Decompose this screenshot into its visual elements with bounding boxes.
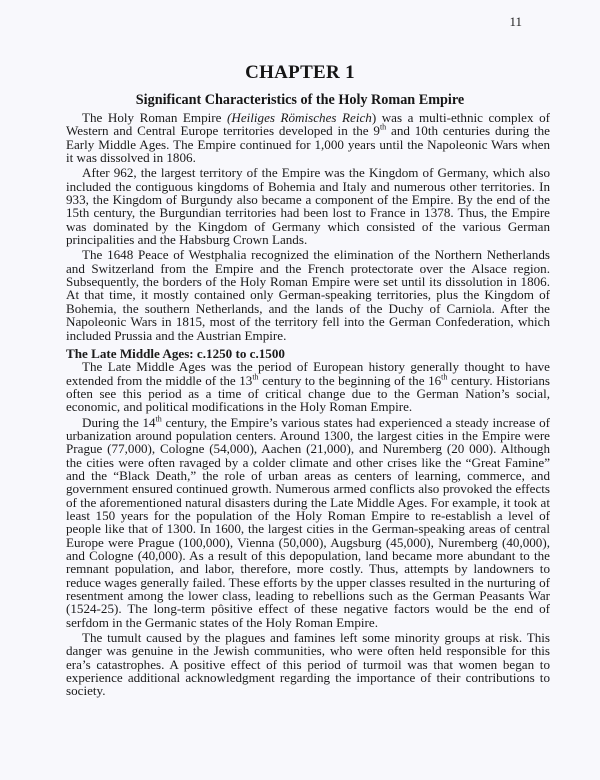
chapter-title: CHAPTER 1: [245, 62, 355, 83]
paragraph-urbanization: [66, 416, 550, 630]
paragraph-late-middle-ages: [66, 360, 550, 413]
text-run: The Holy Roman Empire: [82, 110, 227, 125]
superscript: th: [155, 414, 162, 424]
page-number: 11: [509, 14, 522, 29]
text-run: ) was a multi-ethnic complex of Western and Central Europe territories developed in the 9: [66, 110, 550, 139]
section-heading: The Late Middle Ages: c.1250 to c.1500: [66, 345, 285, 361]
text-run: century. Historians often see this period as a time of critical change due to the German Nation’s social, economic, and political modifications in the Holy Roman Empire.: [66, 372, 550, 415]
chapter-subtitle: Significant Characteristics of the Holy Roman Empire: [135, 92, 465, 108]
body-text: [66, 111, 550, 700]
text-run: During the 14: [82, 414, 156, 430]
paragraph-intro: [66, 111, 550, 164]
text-run: The Late Middle Ages was the period of European history generally thought to have extended from the middle of the 13: [66, 359, 550, 388]
text-run: and 10th centuries during the Early Middle Ages. The Empire continued for 1,000 years until the Napoleonic Wars when it was dissolved in 1806.: [66, 123, 550, 166]
superscript: th: [252, 372, 259, 382]
paragraph-tumult: The tumult caused by the plagues and famines left some minority groups at risk. This danger was genuine in the Jewish communities, who were often held responsible for this era’s catastrophes. A positive effect of this period of turmoil was that women began to experience additional acknowledgment regarding the importance of their contributions to society.: [66, 630, 550, 699]
text-run: century, the Empire’s various states had experienced a steady increase of urbanization around population centers. Around 1300, the largest cities in the Empire were Prague (77,000), Cologne (54,000), Aachen (21,000), and Nuremberg (20 000). Although the cities were often ravaged by a colder climate and other crises like the “Great Famine” and the “Black Death,” the role of urban areas as centers of learning, commerce, and government ensured continued growth. Numerous armed conflicts also provoked the effects of the aforementioned natural disasters during the Late Middle Ages. For example, it took at least 150 years for the population of the Holy Roman Empire to re-establish a level of people like that of 1300. In 1600, the largest cities in the German-speaking areas of central Europe were Prague (100,000), Vienna (50,000), Augsburg (45,000), Nuremberg (40,000), and Cologne (40,000). As a result of this depopulation, land became more abundant to the remnant population, and labor, therefore, more costly. Thus, attempts by landowners to reduce wages generally failed. These efforts by the upper classes resulted in the nurturing of resentment among the lower class, leading to rebellions such as the German Peasants War (1524-25). The long-term pôsitive effect of these negative factors would be the end of serfdom in the Germanic states of the Holy Roman Empire.: [66, 414, 551, 630]
italic-german-name: (Heiliges Römisches Reich: [227, 110, 372, 125]
paragraph-territory: After 962, the largest territory of the Empire was the Kingdom of Germany, which also included the contiguous kingdoms of Bohemia and Italy and numerous other territories. In 933, the Kingdom of Burgundy also became a component of the Empire. By the end of the 15th century, the Burgundian territories had been lost to France in 1378. Thus, the Empire was dominated by the Kingdom of Germany which consisted of the various German principalities and the Habsburg Crown Lands.: [66, 165, 550, 248]
superscript: th: [441, 372, 448, 382]
paragraph-westphalia: The 1648 Peace of Westphalia recognized the elimination of the Northern Netherlands and Switzerland from the Empire and the French protectorate over the Alsace region. Subsequently, the borders of the Holy Roman Empire were set until its dissolution in 1806. At that time, it mostly contained only German-speaking territories, plus the Kingdom of Bohemia, the southern Netherlands, and the lands of the Duchy of Carniola. After the Napoleonic Wars in 1815, most of the territory fell into the German Confederation, which included Prussia and the Austrian Empire.: [66, 247, 550, 343]
superscript: th: [379, 122, 387, 132]
text-run: century to the beginning of the 16: [258, 372, 442, 388]
